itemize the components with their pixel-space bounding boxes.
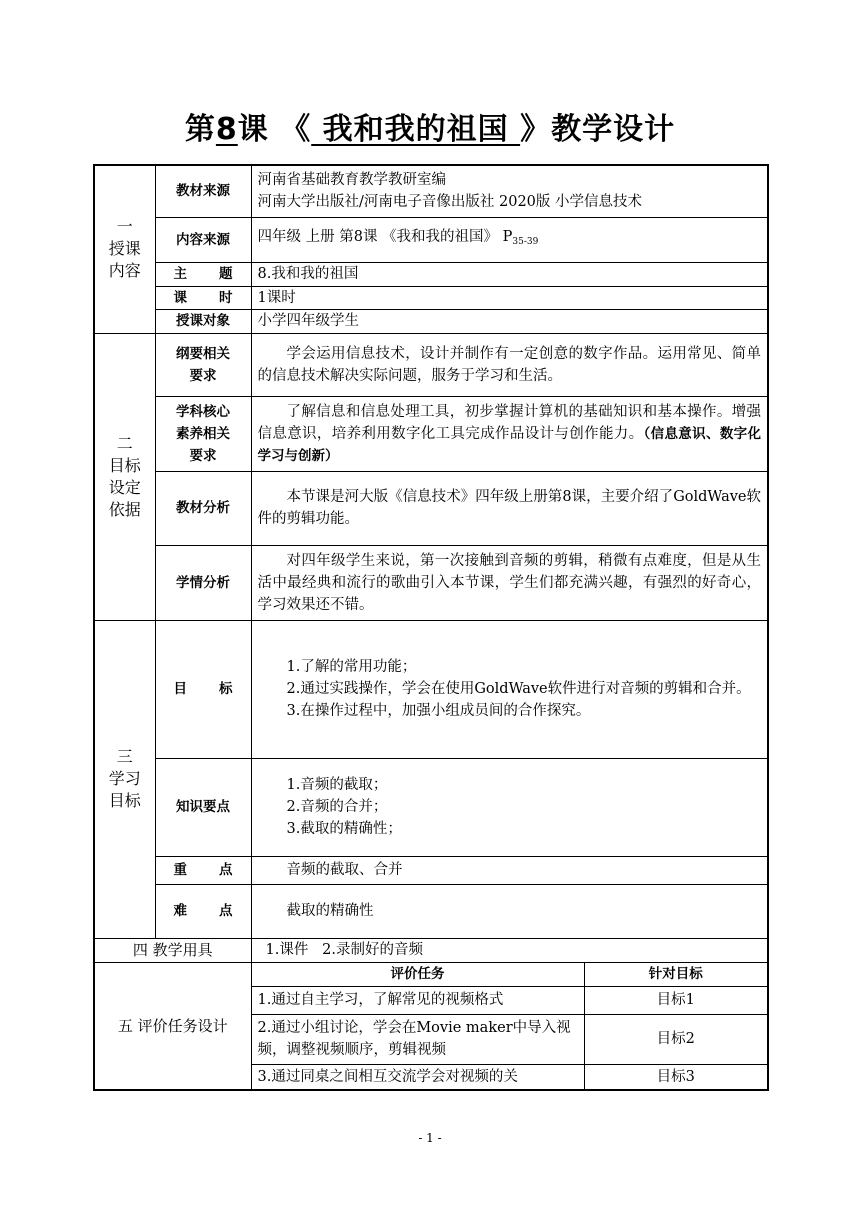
page-title <box>0 104 860 148</box>
row-textbook-source <box>94 165 768 217</box>
curriculum-text <box>251 333 768 396</box>
audience-label: 授课对象 <box>155 309 251 333</box>
section-3-label-line: 学习 <box>108 769 141 788</box>
evaluation-task-header: 评价任务 <box>251 962 584 986</box>
row-knowledge-points <box>94 758 768 856</box>
class-hours-label: 课时 <box>155 286 251 309</box>
lesson-plan-table <box>93 164 769 1091</box>
target-goal-cell: 目标3 <box>584 1064 768 1090</box>
teaching-tools-label: 四 教学用具 <box>94 938 251 962</box>
topic-label: 主题 <box>155 262 251 286</box>
key-point-label: 重点 <box>155 856 251 884</box>
title-suffix: 》教学设计 <box>520 112 676 147</box>
core-literacy-body: 了解信息和信息处理工具，初步掌握计算机的基础知识和基本操作。增强信息意识，培养利用数字化工具完成作品设计与创作能力。 <box>257 403 762 442</box>
section-3-label-line: 目标 <box>108 791 141 810</box>
title-prefix: 第 <box>184 112 216 147</box>
textbook-analysis-label: 教材分析 <box>155 471 251 545</box>
section-1-label-line: 授课 <box>108 239 141 259</box>
target-goal-header: 针对目标 <box>584 962 768 986</box>
goal-item: 2.通过实践操作，学会在使用GoldWave软件进行对音频的剪辑和合并。 <box>286 681 751 697</box>
target-goal-cell: 目标2 <box>584 1014 768 1064</box>
core-literacy-label-line: 素养相关 <box>176 425 230 442</box>
curriculum-label <box>155 333 251 396</box>
section-2-label-line: 二 <box>116 433 133 453</box>
topic-value: 8.我和我的祖国 <box>251 262 768 286</box>
knowledge-point-item: 2.音频的合并； <box>286 799 388 815</box>
core-literacy-text <box>251 396 768 471</box>
audience-value: 小学四年级学生 <box>251 309 768 333</box>
evaluation-section-label: 五 评价任务设计 <box>94 962 251 1090</box>
textbook-analysis-text <box>251 471 768 545</box>
knowledge-points-label: 知识要点 <box>155 758 251 856</box>
textbook-source-line: 河南省基础教育教学教研室编 <box>257 172 446 189</box>
section-3-label-line: 三 <box>116 747 133 766</box>
difficult-point-text: 截取的精确性 <box>286 903 374 919</box>
page-number: - 1 - <box>418 1131 442 1145</box>
goal-item: 3.在操作过程中，加强小组成员间的合作探究。 <box>286 703 591 719</box>
row-difficult-point <box>94 884 768 938</box>
knowledge-point-item: 3.截取的精确性； <box>286 821 402 837</box>
class-hours-value: 1课时 <box>251 286 768 309</box>
title-lesson-number: 8 <box>215 112 238 147</box>
key-point-value <box>251 856 768 884</box>
difficult-point-label: 难点 <box>155 884 251 938</box>
section-1-label-line: 一 <box>116 217 133 237</box>
knowledge-points-list <box>251 758 768 856</box>
goals-label: 目标 <box>155 620 251 758</box>
content-source-value <box>251 217 768 262</box>
row-goals <box>94 620 768 758</box>
row-textbook-analysis <box>94 471 768 545</box>
curriculum-label-line: 要求 <box>189 367 217 384</box>
goals-list <box>251 620 768 758</box>
target-goal-cell: 目标1 <box>584 986 768 1014</box>
content-source-label: 内容来源 <box>155 217 251 262</box>
textbook-source-value <box>251 165 768 217</box>
textbook-source-line: 河南大学出版社/河南电子音像出版社 2020版 小学信息技术 <box>257 194 643 211</box>
textbook-source-label: 教材来源 <box>155 165 251 217</box>
section-1-label <box>94 165 155 333</box>
goal-item: 1.了解的常用功能； <box>286 659 417 675</box>
learner-analysis-label: 学情分析 <box>155 545 251 620</box>
learner-analysis-text <box>251 545 768 620</box>
evaluation-task-cell: 2.通过小组讨论，学会在Movie maker中导入视频，调整视频顺序，剪辑视频 <box>251 1014 584 1064</box>
knowledge-point-item: 1.音频的截取； <box>286 777 388 793</box>
section-2-label-line: 目标 <box>108 455 141 475</box>
teaching-tools-text: 1.课件 2.录制好的音频 <box>265 942 423 958</box>
core-literacy-label <box>155 396 251 471</box>
row-teaching-tools <box>94 938 768 962</box>
evaluation-task-cell: 1.通过自主学习，了解常见的视频格式 <box>251 986 584 1014</box>
curriculum-paragraph: 学会运用信息技术，设计并制作有一定创意的数字作品。运用常见、简单的信息技术解决实际问题，服务于学习和生活。 <box>257 345 762 384</box>
teaching-tools-value <box>251 938 768 962</box>
core-literacy-label-line: 学科核心 <box>176 403 230 420</box>
learner-analysis-paragraph: 对四年级学生来说，第一次接触到音频的剪辑，稍微有点难度，但是从生活中最经典和流行的歌曲引入本节课，学生们都充满兴趣，有强烈的好奇心，学习效果还不错。 <box>257 552 762 613</box>
content-source-text: 四年级 上册 第8课 《我和我的祖国》 P <box>257 229 513 245</box>
row-audience <box>94 309 768 333</box>
row-core-literacy <box>94 396 768 471</box>
row-class-hours <box>94 286 768 309</box>
textbook-analysis-paragraph: 本节课是河大版《信息技术》四年级上册第8课，主要介绍了GoldWave软件的剪辑功能。 <box>257 489 762 527</box>
title-middle: 课 《 <box>237 112 312 147</box>
row-key-point <box>94 856 768 884</box>
difficult-point-value <box>251 884 768 938</box>
core-literacy-label-line: 要求 <box>189 447 217 464</box>
row-topic <box>94 262 768 286</box>
row-evaluation-header <box>94 962 768 986</box>
section-2-label-line: 依据 <box>108 499 141 519</box>
section-2-label <box>94 333 155 620</box>
row-learner-analysis <box>94 545 768 620</box>
row-curriculum-requirements <box>94 333 768 396</box>
core-literacy-emphasis: （信息意识、数字化学习与创新） <box>257 425 762 464</box>
row-content-source <box>94 217 768 262</box>
evaluation-task-cell: 3.通过同桌之间相互交流学会对视频的关 <box>251 1064 584 1090</box>
section-3-label <box>94 620 155 938</box>
core-literacy-paragraph <box>258 401 762 467</box>
page-range: 35-39 <box>512 237 539 247</box>
curriculum-label-line: 纲要相关 <box>176 345 230 362</box>
title-lesson-name: 我和我的祖国 <box>311 112 521 147</box>
section-2-label-line: 设定 <box>108 477 141 497</box>
section-1-label-line: 内容 <box>108 261 141 281</box>
key-point-text: 音频的截取、合并 <box>286 862 403 878</box>
